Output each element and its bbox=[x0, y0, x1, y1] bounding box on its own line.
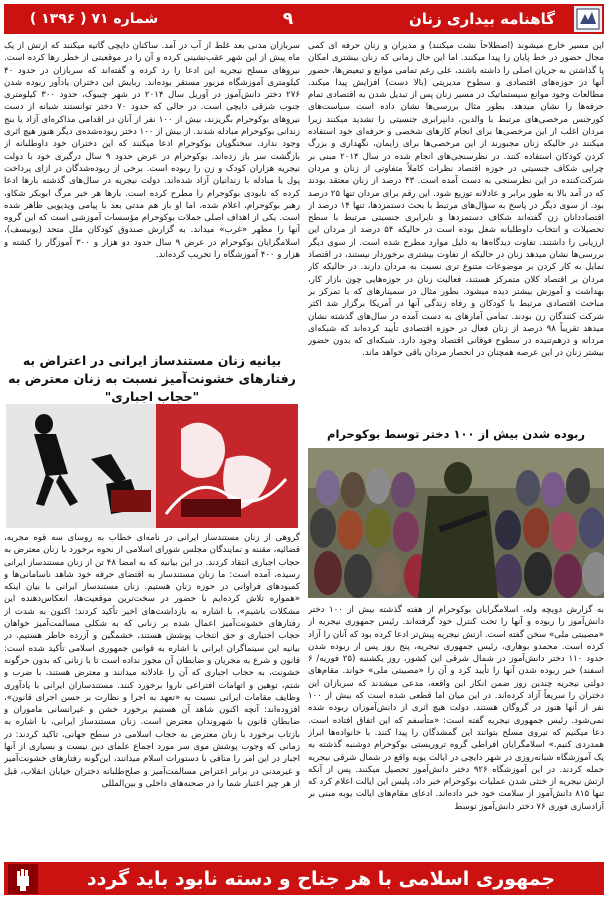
footer-slogan: جمهوری اسلامی با هر جناح و دسته نابود باید گردد bbox=[86, 867, 556, 890]
hijab-article-text bbox=[4, 532, 300, 856]
logo-icon bbox=[576, 8, 600, 30]
page-number: ۹ bbox=[282, 9, 294, 29]
protest-artwork-image bbox=[6, 404, 298, 528]
fist-icon bbox=[8, 864, 38, 894]
page-footer bbox=[4, 862, 604, 895]
publication-title: گاهنامه بیداری زنان bbox=[409, 10, 555, 28]
kidnapping-article-text bbox=[308, 604, 604, 856]
issue-number: شماره ۷۱ ( ۱۳۹۶ ) bbox=[29, 11, 159, 27]
kidnapping-continued-text bbox=[4, 40, 300, 346]
page-header bbox=[4, 4, 604, 34]
article-paragraph: سرباز‌ان مدنی بعد غلط از آب در آمد. ساکنان دایچی گاتیه میکنند که ارتش از یک ماه پیش از این شهر عقب‌نشینی کرده و آن را در موقعیتی از خطر رها کرده است. نیروهای مسلح نیجریه این ادعا را رد کرده و گفته‌اند که سربازان در حدود ۴۰ کیلومتری آموزشگاه مزبور مستقر بوده‌اند. ربایش این دختران یادآور ربوده شدن ۲۷۶ دختر دانش‌آموز در آوریل سال ۲۰۱۴ در شهر چیبوک، حدود ۳۰۰ کیلومتری جنوب شرقی دایچی است. در حالی که حدود ۷۰ دختر توانستند شبانه از دست نیروهای بوکوحرام بگریزند، بیش از ۱۰۰ نفر از آنان در اقدامی مذاکره‌ای آزاد یا بنج زندانی بوکوحرام مبادله شدند. از بیش از ۱۰۰ دختر ربوده‌شده‌ی دیگر هنوز هیچ اثری وجود ندارد. سخنگویان بوکوحرام ادعا میکنند که این دختران خود داوطلبانه از بازگشت سر باز زده‌اند. بوکوحرام در عرض حدود ۹ سال درگیری خود با دولت نیجریه هزاران کودک و زن را ربوده است. برخی از ربوده‌شدگان در ازای پرداخت پول یا مبادله با زندانیان آزاد شده‌اند. دولت نیجریه در سال‌های گذشته بارها ادعا کرده که نابودی بوکوحرام را مطرح کرده است. بارها هر خبر مرگ ابوبکر شکاو، رهبر بوکوحرام، اعلام شده، اما او باز هم مدتی بعد با پیامی ویدیویی ظاهر شده است. یکی از اهداف اصلی حملات بوکوحرام مؤسسات آموزشی است که این گروه آنها را مظهر «غرب» میداند. به گزارش صندوق کودکان ملل متحد (یونیسف)، اسلامگرایان بوکوحرام در عرض ۹ سال حدود دو هزار و ۳۰۰ آموزگار را کشته و هزار و ۴۰۰ آموزشگاه را تخریب کرده‌اند. bbox=[4, 41, 300, 261]
kidnapping-article-headline: ربوده شدن بیش از ۱۰۰ دختر توسط بوکوحرام bbox=[327, 427, 585, 441]
hijab-article-headline: بیانیه زنان مستندساز ایرانی در اعتراض به رفتارهای خشونت‌آمیز نسبت به زنان معترض به "حجاب اجباری" bbox=[8, 353, 296, 404]
publication-logo bbox=[574, 6, 602, 32]
kidnapped-schoolgirls-photo bbox=[308, 448, 604, 598]
article-paragraph: به گزارش دویچه وله، اسلامگرایان بوکوحرام از هفته گذشته بیش از ۱۰۰ دختر دانش‌آموز را ربوده و آنها را تحت کنترل خود گرفته‌اند. رئیس جمهوری نیجریه از «مصیبتی ملی» سخن گفته است. ارتش نیجریه پیش‌تر ادعا کرده بود که آنان را آزاد کرده است. محمدو بوهاری، رئیس جمهوری نیجریه، پنج روز پس از ربوده شدن حدود ۱۱۰ دختر دانش‌آموز در شمال شرقی این کشور، روز یکشنبه (۲۵ فوریه/ ۶ اسفند) خبر ربوده شدن آنها را تأیید کرد و آن را «مصیبتی ملی» خواند. مقام‌های دولتی نیجریه چندین روز ضمن انکار این واقعه، مدعی میشدند که سربازان این دختران را سریعاً آزاد کرده‌اند. در این میان اما قطعی شده است که بیش از ۱۰۰ نفر از آنها هنوز در گروگان هستند. دولت هیچ اثری از دانش‌آموزان ربوده شده نمی‌شود. رئیس جمهوری نیجریه گفته است: «متأسفم که این اتفاق افتاده است. دعا میکنیم که نیروی مسلح بتوانند این گمشدگان را پیدا کنند. با خانواده‌ها ابراز همدردی کنیم.» اسلامگرایان افراطی گروه تروریستی بوکوحرام دوشنبه گذشته به یک آموزشگاه شبانه‌روزی در شهر دایچی در ایالت یوبه واقع در شمال شرقی نیجریه حمله کردند. در این آموزشگاه ۹۲۶ دختر دانش‌آموز تحصیل میکنند. پس از آنکه ارتش نیجریه از خنثی شدن عملیات بوکوحرام خبر داد، پلیس این ایالت اعلام کرد که تنها ۸۱۵ دانش‌آموز از سلامت خود خبر داده‌اند. ادعای مقام‌های ایالت یوبه مبنی بر آزادسازی فوری ۷۶ دختر دانش‌آموز توسط bbox=[308, 605, 604, 812]
article-paragraph: این مسیر خارج میشوند (اصطلاحاً نشت میکنند) و مدیران و زنان حرفه ای کمی مجال حضور در خط پایان را پیدا میکنند. اما این حال زمانی که زنان بیشتری امکان پا گذاشتن به جریان اصلی را داشته باشند، علی رغم تمامی موانع و تبعیض‌ها، حضور آنها در حوزه‌های اقتصادی و سطوح مدیریتی (بالا دست) افزایش پیدا میکند. مطالعات وجود موانع سیستماتیک در مسیر زنان پس از تبدیل شدن به اقتصادی تمام حرفه‌ها را نشان میدهد. بطور مثال بررسی‌ها نشان داده است سیاست‌های کورجنس مرخصی‌های مرتبط با والدین، دانپرابری جنسیتی را تشدید میکنند زیرا مردان اغلب از این مرخصی‌ها برای انجام کارهای شخصی و حرفه‌ای خود استفاده میکنند در حالیکه زنان مجبورند از این مرخصی‌ها برای زایمان، نگهداری و بزرگ کردن کودکان استفاده کنند. در نظرسنجی‌های انجام شده در سال ۲۰۱۴ مبنی بر چرایی شکاف جنسیتی در حوزه اقتصاد نظرات کاملاً متفاوتی از زنان و مردان شرکت‌کننده در این نظرسنجی به دست آمده است. ۴۳ درصد از زنان معتقد بودند که در آمد بالا به طور برابر و عادلانه توزیع شود. این رقم برای مردان تنها ۲۵ درصد بود. از سوی دیگر در پاسخ به سؤال‌های مرتبط با بحث دستمزدها، تنها ۱۴ درصد از اقتصاددانان زن گفته‌اند شکاف دستمزدها و نابرابری جنسیتی مرتبط با سطح تحصیلات و انتخاب داوطلبانه شغل بوده است در حالیکه ۵۴ درصد از مردان این ارزیابی را داشتند. تفاوت دیدگاه‌ها به دلیل موارد مطرح شده است. از سوی دیگر بررسی‌ها نشان میدهد زنان در حالیکه از تفاوت بیشتری برخوردار نیستند، در اقتصاد تمایل به کار کردن بر موضوعات متنوع تری نسبت به مردان دارند. در حالیکه کار مردان بر اقتصاد کلان متمرکز هستند، فعالیت زنان در حوزه‌هایی چون بازار کار، بهداشت و آموزش بیشتر دیده میشود. بطور مثال در سمینار‌های که با تمرکز بر مباحث اقتصادی مرتبط با کودکان و رفاه زندگی آنها در آمریکا برگزار شد اکثر شرکت کنندگان زن بودند. تمامی آمار‌های به دست آمده در سال‌های گذشته نشان میدهد تقریباً ۹۸ درصد از زنان فعال در حوزه اقتصادی تأیید کرده‌اند که شبکه‌ای مردانه و درهم‌تنیده در سطوح فوقانی اقتصاد وجود دارد. شبکه‌ای که بدون حضور بیشتر زنان در این عرصه همچنان در انحصار مردان باقی خواهد ماند. bbox=[308, 41, 604, 359]
women-economy-article-text bbox=[308, 40, 604, 420]
article-paragraph: گروهی از زنان مستندساز ایرانی در نامه‌ای خطاب به روسای سه قوه مجریه، قضائیه، مقننه و نمایندگان مجلس شورای اسلامی از نحوه برخورد با زنان معترض به حجاب اجباری انتقاد کردند. در این بیانیه که به امضا ۴۸ تن از زنان مستندساز ایرانی رسیده، آمده است: ما زنان مستندساز به اقتضای حرفه خود شاهد ناسامانی‌ها و کمبودهای فراوانی در حوزه زنان هستیم. زنان مستندساز ایرانی با بیان اینکه «همواره تلاش کرده‌ایم با حضور در سخت‌ترین موقعیت‌ها، انعکاس‌دهنده این مشکلات باشیم»، با اشاره به بازداشت‌های اخیر تأکید کردند: اکنون به شدت از رفتارهای خشونت‌آمیز اعمال شده بر زنانی که به شکلی مسالمت‌آمیز خواهان حجاب اختیاری و حق انتخاب پوشش هستند، خشمگین و آزرده خاطر هستیم. در بیانیه این سینماگران ایرانی با اشاره به قوانین جمهوری اسلامی تأکید شده است: قانون و شرع به مجریان و ضابطان آن مجوز نداده است تا با زنانی که بدون حرگونه خشونت، به حجاب اجباری که آن را عادلانه میدانند و معترض هستند، با ضرب و شتم، توهین و اتهامات افتراعی ناروا برخورد کنند. مستندسازان ایرانی با یادآوری وظایف مقامات ایرانی نسبت به «تعهد به اجرا و نظارت بر حسن اجرای قانون»، افزوده‌اند: آنچه اکنون شاهد آن هستیم برخورد خشن و غیرانسانی ماموران و ضابطان قانون با شهروندان معترض است. زنان مستندساز ایرانی، با اشاره به بازتاب برخورد با زنان معترض به حجاب اسلامی در سطح جهانی، تاکید کردند: در زمانی که وجوب پوشش موی سر مورد اجماع علمای دین نیست و بسیاری از آنها اجبار در این امر را منافی با دستورات اسلام میدانند، این‌گونه رفتارهای خشونت‌آمیز و غیرمدنی در برابر اعتراض مسالمت‌آمیز و صلح‌طلبانه دختران خیابان انقلاب، قبل از هر چیز اعتبار شما را در صحنه‌های داخلی و بین‌المللی bbox=[4, 533, 300, 789]
